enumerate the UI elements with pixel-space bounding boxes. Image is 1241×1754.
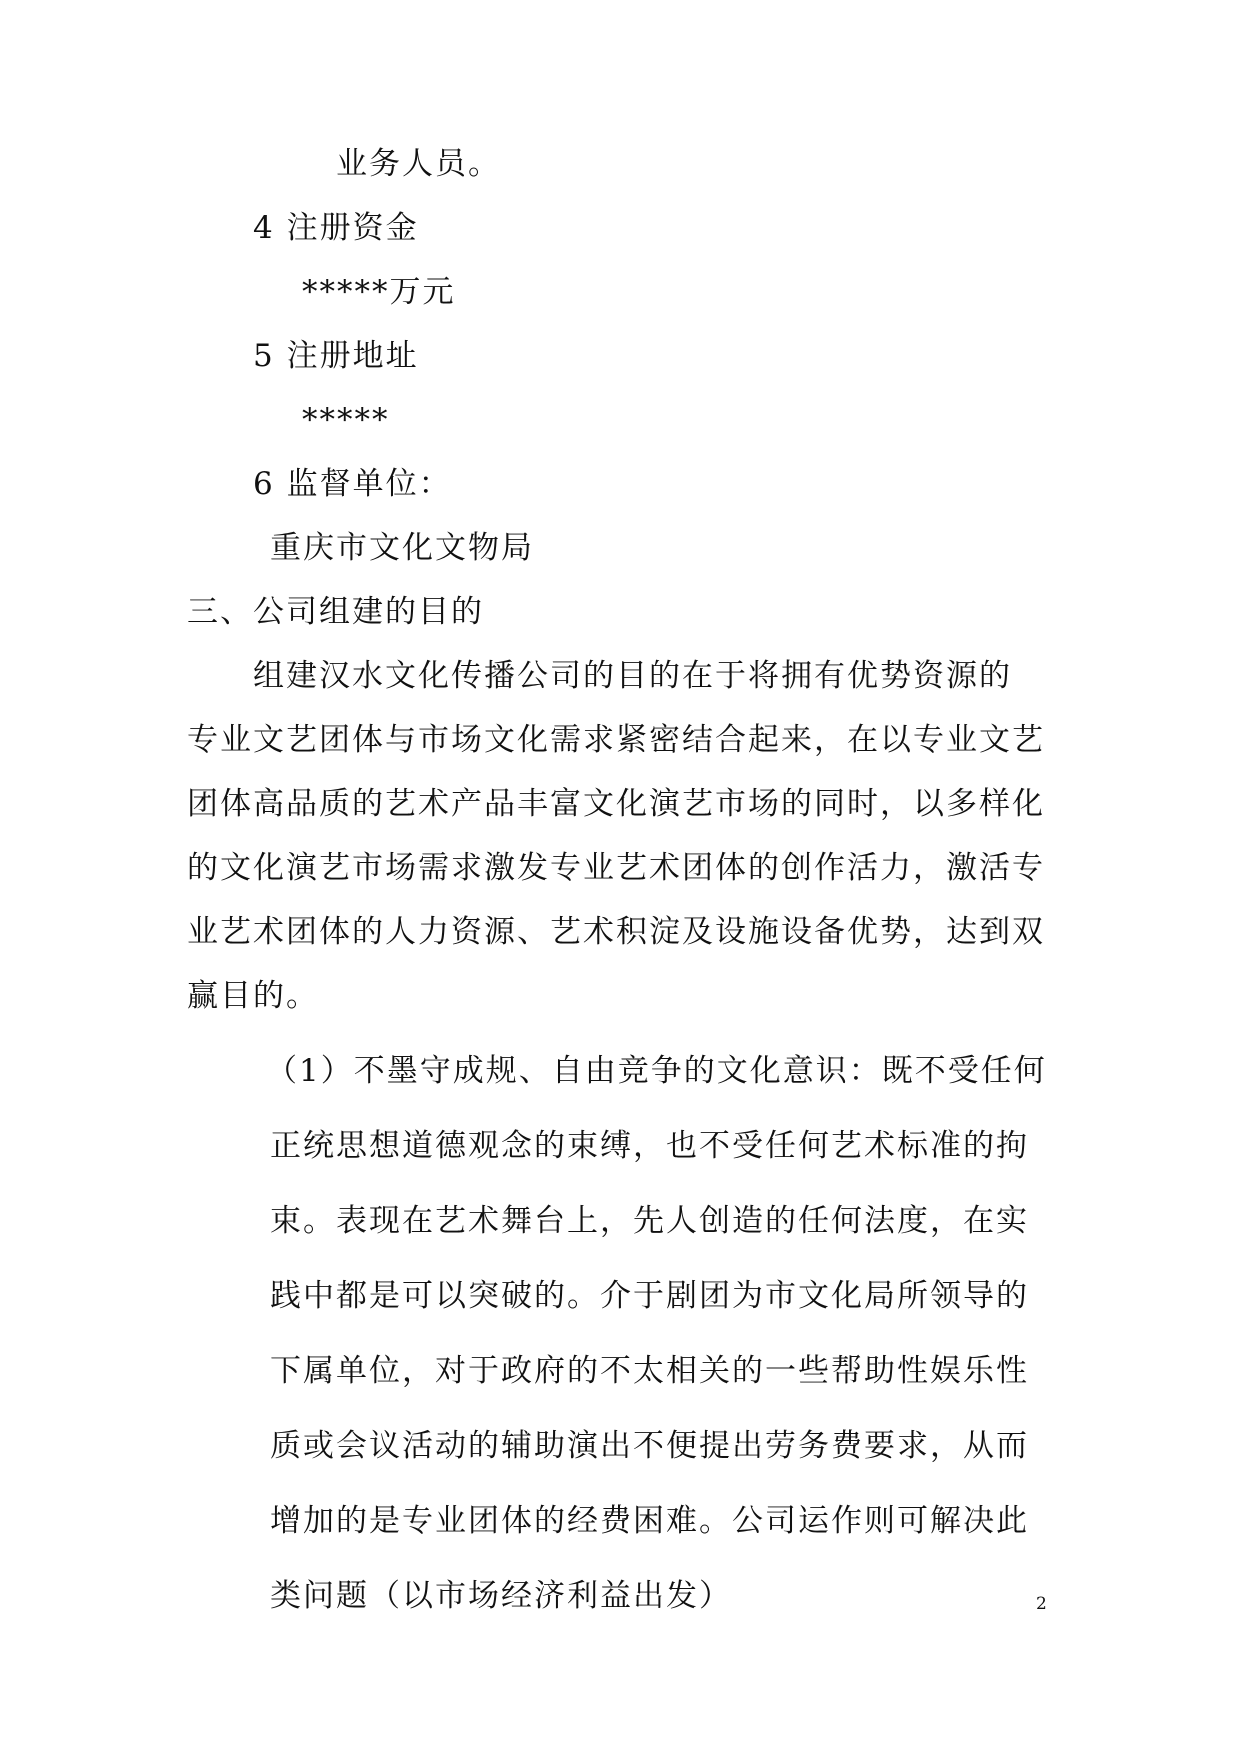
text-line: 下属单位，对于政府的不太相关的一些帮助性娱乐性: [270, 1353, 1029, 1389]
text-line: 业艺术团体的人力资源、艺术积淀及设施设备优势，达到双: [187, 914, 1045, 950]
text-line: 团体高品质的艺术产品丰富文化演艺市场的同时，以多样化: [187, 786, 1045, 822]
text-line: 专业文艺团体与市场文化需求紧密结合起来，在以专业文艺: [187, 722, 1045, 758]
text-line: 正统思想道德观念的束缚，也不受任何艺术标准的拘: [270, 1128, 1029, 1164]
text-line: 6 监督单位：: [253, 466, 452, 502]
text-line: 4 注册资金: [253, 210, 419, 246]
text-line: 束。表现在艺术舞台上，先人创造的任何法度，在实: [270, 1203, 1029, 1239]
text-line: 赢目的。: [187, 978, 319, 1014]
page-number: 2: [1036, 1594, 1047, 1614]
text-line: 组建汉水文化传播公司的目的在于将拥有优势资源的: [253, 658, 1012, 694]
text-line: *****万元: [302, 274, 456, 310]
text-line: 业务人员。: [336, 146, 501, 182]
text-line: 的文化演艺市场需求激发专业艺术团体的创作活力，激活专: [187, 850, 1045, 886]
text-line: 质或会议活动的辅助演出不便提出劳务费要求，从而: [270, 1428, 1029, 1464]
text-line: 5 注册地址: [253, 338, 419, 374]
section-heading: 三、公司组建的目的: [187, 594, 484, 630]
text-line: 增加的是专业团体的经费困难。公司运作则可解决此: [270, 1503, 1029, 1539]
text-line: *****: [302, 402, 390, 438]
text-line: （1）不墨守成规、自由竞争的文化意识：既不受任何: [266, 1053, 1047, 1089]
text-line: 类问题（以市场经济利益出发）: [270, 1578, 732, 1614]
text-line: 重庆市文化文物局: [270, 530, 534, 566]
text-line: 践中都是可以突破的。介于剧团为市文化局所领导的: [270, 1278, 1029, 1314]
